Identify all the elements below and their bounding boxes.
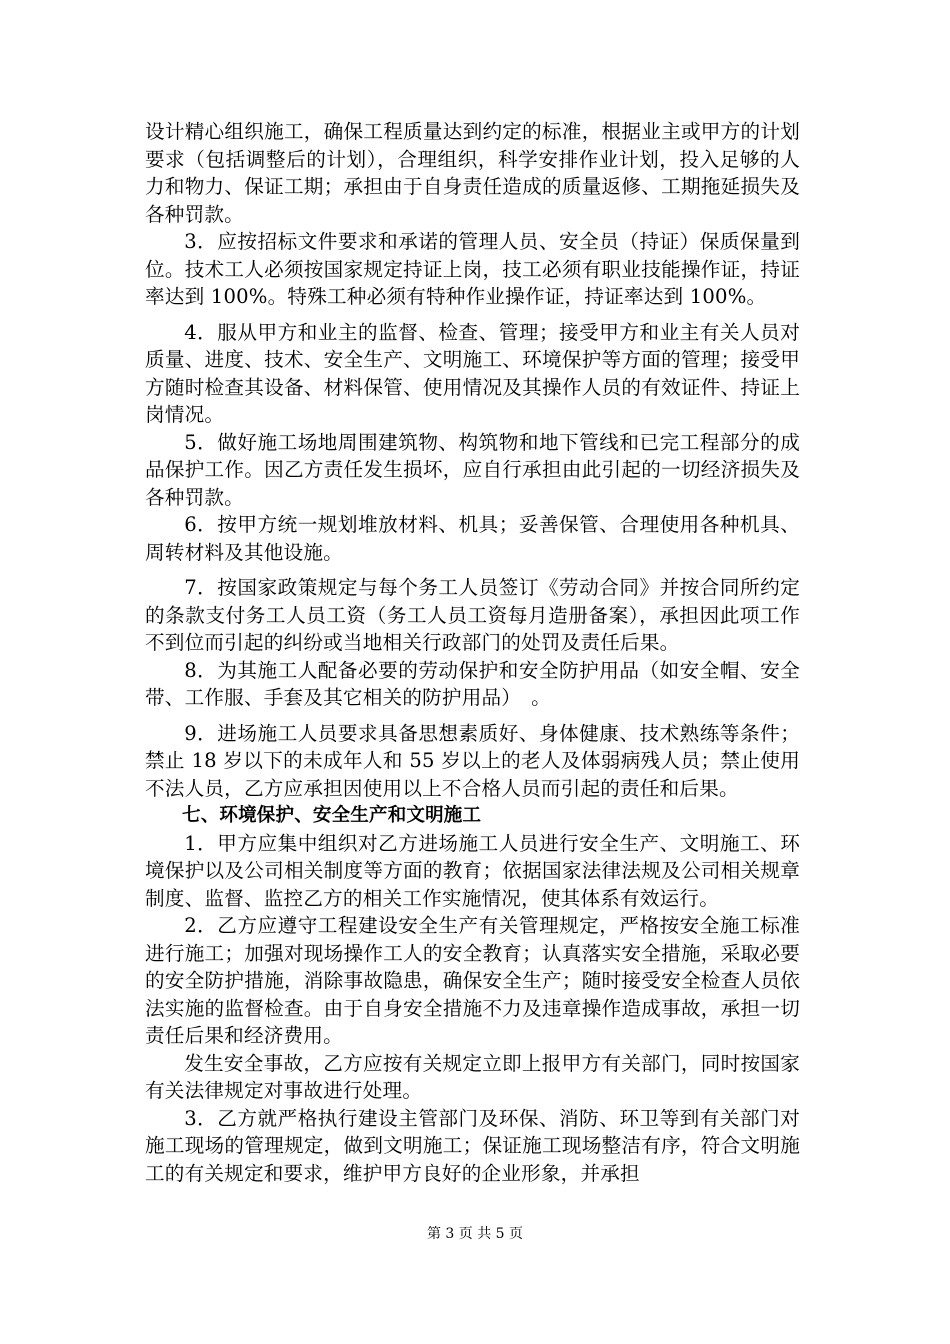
paragraph-continuation: 设计精心组织施工，确保工程质量达到约定的标准，根据业主或甲方的计划要求（包括调整后的计划），合理组织，科学安排作业计划，投入足够的人力和物力、保证工期；承担由于自身责任造成的质量返修、工期拖延损失及各种罚款。 xyxy=(145,120,800,226)
document-body xyxy=(145,118,800,1187)
page-number-footer: 第 3 页 共 5 页 xyxy=(426,1226,524,1242)
paragraph-item-7: 7．按国家政策规定与每个务工人员签订《劳动合同》并按合同所约定的条款支付务工人员工资（务工人员工资每月造册备案），承担因此项工作不到位而引起的纠纷或当地相关行政部门的处罚及责任后果。 xyxy=(145,576,800,654)
paragraph-item-8: 8．为其施工人配备必要的劳动保护和安全防护用品（如安全帽、安全带、工作服、手套及其它相关的防护用品） 。 xyxy=(145,658,800,709)
paragraph-item-5: 5．做好施工场地周围建筑物、构筑物和地下管线和已完工程部分的成品保护工作。因乙方责任发生损坏，应自行承担由此引起的一切经济损失及各种罚款。 xyxy=(145,430,800,509)
paragraph-item-9: 9．进场施工人员要求具备思想素质好、身体健康、技术熟练等条件；禁止 18 岁以下的未成年人和 55 岁以上的老人及体弱病残人员；禁止使用不法人员，乙方应承担因使用以上不合格人员而引起的责任和后果。 xyxy=(145,721,800,800)
paragraph-item-3: 3．应按招标文件要求和承诺的管理人员、安全员（持证）保质保量到位。技术工人必须按国家规定持证上岗，技工必须有职业技能操作证，持证率达到 100%。特殊工种必须有特种作业操作证，持证率达到 100%。 xyxy=(145,230,800,308)
paragraph-section7-item-3: 3．乙方就严格执行建设主管部门及环保、消防、环卫等到有关部门对施工现场的管理规定，做到文明施工；保证施工现场整洁有序，符合文明施工的有关规定和要求，维护甲方良好的企业形象，并承担 xyxy=(145,1106,800,1185)
paragraph-section7-item-1: 1．甲方应集中组织对乙方进场施工人员进行安全生产、文明施工、环境保护以及公司相关制度等方面的教育；依据国家法律法规及公司相关规章制度、监督、监控乙方的相关工作实施情况，使其体系有效运行。 xyxy=(145,831,800,910)
section-heading: 七、环境保护、安全生产和文明施工 xyxy=(182,805,482,826)
paragraph-item-4: 4．服从甲方和业主的监督、检查、管理；接受甲方和业主有关人员对质量、进度、技术、安全生产、文明施工、环境保护等方面的管理；接受甲方随时检查其设备、材料保管、使用情况及其操作人员的有效证件、持证上岗情况。 xyxy=(145,320,800,426)
paragraph-section7-item-2: 2．乙方应遵守工程建设安全生产有关管理规定，严格按安全施工标准进行施工；加强对现场操作工人的安全教育；认真落实安全措施，采取必要的安全防护措施，消除事故隐患，确保安全生产；随时接受安全检查人员依法实施的监督检查。由于自身安全措施不力及违章操作造成事故，承担一切责任后果和经济费用。 xyxy=(145,914,800,1047)
paragraph-safety-accident: 发生安全事故，乙方应按有关规定立即上报甲方有关部门，同时按国家有关法律规定对事故进行处理。 xyxy=(145,1051,800,1102)
paragraph-item-6: 6．按甲方统一规划堆放材料、机具；妥善保管、合理使用各种机具、周转材料及其他设施。 xyxy=(145,513,800,564)
